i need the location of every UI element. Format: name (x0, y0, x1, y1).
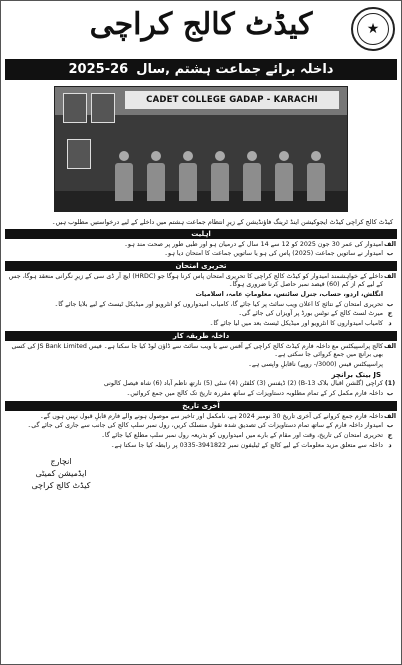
list-item (5, 343, 397, 359)
intro-text: کیڈٹ کالج کراچی کیڈٹ ایجوکیشن اینڈ ٹرینگ فاؤنڈیشن کے زیرِ انتظام جماعت ہشتم میں داخلے کے لیے درخواستیں مطلوب ہیں۔ (51, 218, 393, 226)
item-text: تحریری امتحان کی تاریخ، وقت اور مقام کے بارے میں امیدواروں کو بذریعہ رول نمبر سلپ مطلع کیا جائے گا۔ (101, 432, 383, 440)
list-item (5, 273, 397, 289)
portrait-icon (67, 139, 91, 169)
item-marker (383, 361, 397, 369)
item-text: امیدوار کی عمر 30 جون 2025 کو 12 سے 14 سال کے درمیان ہو اور طبی طور پر صحت مند ہو۔ (124, 240, 383, 248)
item-text: داخلہ فارم مکمل کر کے تمام مطلوبہ دستاویزات کے ساتھ مقررہ تاریخ تک کالج میں جمع کروائیں۔ (126, 389, 383, 397)
section-admission-procedure (5, 331, 397, 398)
signoff-line: انچارج (50, 456, 72, 466)
item-marker: الف (383, 412, 397, 420)
cadets-photo (54, 86, 348, 212)
item-text: داخلے کے خواہشمند امیدوار کو کیڈٹ کالج کراچی کا تحریری امتحان پاس کرنا ہوگا جو (HRDC) ایچ آر ڈی سی کے زیرِ نگرانی منعقد ہوگا، جس کے لیے کم از کم (60) فیصد نمبر حاصل کرنا ضروری ہوگا۔ (8, 272, 383, 289)
list-item (5, 380, 397, 388)
section-eligibility (5, 229, 397, 258)
cadet-figure (179, 151, 197, 203)
item-text: امیدوار داخلہ فارم کے ساتھ تمام دستاویزات کی تصدیق شدہ نقول منسلک کریں، رول نمبر سلپ کالج کی جانب سے جاری کی جائے گی۔ (27, 422, 383, 430)
item-text: داخلہ فارم جمع کروانے کی آخری تاریخ 30 نومبر 2024 ہے، نامکمل اور تاخیر سے موصول ہونے والے فارم قابلِ قبول نہیں ہوں گے۔ (39, 412, 383, 420)
list-item (5, 413, 397, 421)
cadet-figure (307, 151, 325, 203)
list-item (5, 320, 397, 328)
item-text: میرٹ لسٹ کالج کے نوٹس بورڈ پر آویزاں کی جائے گی۔ (238, 310, 383, 318)
list-subheading: JS بینک برانچز (331, 370, 381, 379)
header (1, 1, 401, 59)
item-marker: ج (387, 432, 393, 440)
item-marker: الف (383, 342, 397, 350)
item-marker: (1) (384, 380, 396, 388)
item-marker: ج (387, 310, 393, 318)
item-marker (383, 291, 397, 299)
item-text: داخلہ سے متعلق مزید معلومات کے لیے کالج کے ٹیلیفون نمبر 3941822-0335 پر رابطہ کیا جا سکتا ہے۔ (110, 441, 383, 449)
item-marker: ب (386, 300, 394, 308)
cadet-figure (115, 151, 133, 203)
item-marker: د (388, 441, 392, 449)
list-item (5, 301, 397, 309)
list-item (5, 310, 397, 318)
cadet-figure (243, 151, 261, 203)
college-title: کیڈٹ کالج کراچی (89, 7, 313, 42)
list-item (5, 390, 397, 398)
item-marker: الف (383, 272, 397, 280)
signoff (1, 456, 121, 492)
banner-year: 2025-26 (68, 62, 129, 77)
list-item (5, 241, 397, 249)
item-marker: ب (386, 389, 394, 397)
signoff-line: ایڈمیشن کمیٹی (35, 468, 87, 478)
item-text: کالج پراسپیکٹس مع داخلہ فارم کیڈٹ کالج کراچی کے آفس سے یا ویب سائٹ سے ڈاؤن لوڈ کیا جا سکتا ہے۔ فیس JS Bank Limited کی کسی بھی برانچ میں جمع کروائی جا سکتی ہے۔ (11, 342, 383, 358)
cadet-figure (147, 151, 165, 203)
list-item (5, 361, 397, 369)
item-marker: د (388, 319, 392, 327)
item-text: تحریری امتحان کے نتائج کا اعلان ویب سائٹ پر کیا جائے گا، کامیاب امیدواروں کو انٹرویو اور میڈیکل ٹیسٹ کے لیے بلایا جائے گا۔ (54, 300, 383, 308)
list-item (5, 442, 397, 450)
admission-banner (5, 59, 397, 80)
item-marker: الف (383, 240, 397, 248)
list-item (5, 422, 397, 430)
cadet-figure (211, 151, 229, 203)
portrait-icon (63, 93, 87, 123)
item-text: انگلش، اردو، حساب، جنرل سائنس، معلوماتِ عامہ، اسلامیات (195, 290, 383, 298)
section-written-test (5, 261, 397, 328)
signoff-line: کیڈٹ کالج کراچی (31, 480, 91, 490)
section-title: داخلہ طریقہ کار (5, 331, 397, 341)
college-sign: CADET COLLEGE GADAP - KARACHI (125, 91, 339, 109)
section-title: آخری تاریخ (5, 401, 397, 411)
item-text: کراچی (گلشن اقبال بلاک 13-B) (2) ڈیفنس (3) کلفٹن (4) سٹی (5) نارتھ ناظم آباد (6) شاہ فیصل کالونی (103, 380, 383, 388)
section-title: تحریری امتحان (5, 261, 397, 271)
banner-text: داخلہ برائے جماعت ہشتم ,سال (136, 62, 334, 77)
section-title: اہلیت (5, 229, 397, 239)
list-item (5, 250, 397, 258)
portrait-icon (91, 93, 115, 123)
section-last-date (5, 401, 397, 450)
cadet-figure (275, 151, 293, 203)
list-item (5, 291, 397, 299)
item-text: امیدوار نے ساتویں جماعت (2025) پاس کی ہو یا ساتویں جماعت کا امتحان دیا ہو۔ (164, 250, 383, 258)
list-item (5, 432, 397, 440)
item-text: پراسپیکٹس فیس (3000/- روپے) ناقابلِ واپسی ہے۔ (248, 360, 383, 368)
item-marker: ب (386, 250, 394, 258)
college-crest-icon: ★ (351, 7, 395, 51)
item-text: کامیاب امیدواروں کا انٹرویو اور میڈیکل ٹیسٹ بعد میں لیا جائے گا۔ (209, 319, 383, 327)
item-marker: ب (386, 422, 394, 430)
